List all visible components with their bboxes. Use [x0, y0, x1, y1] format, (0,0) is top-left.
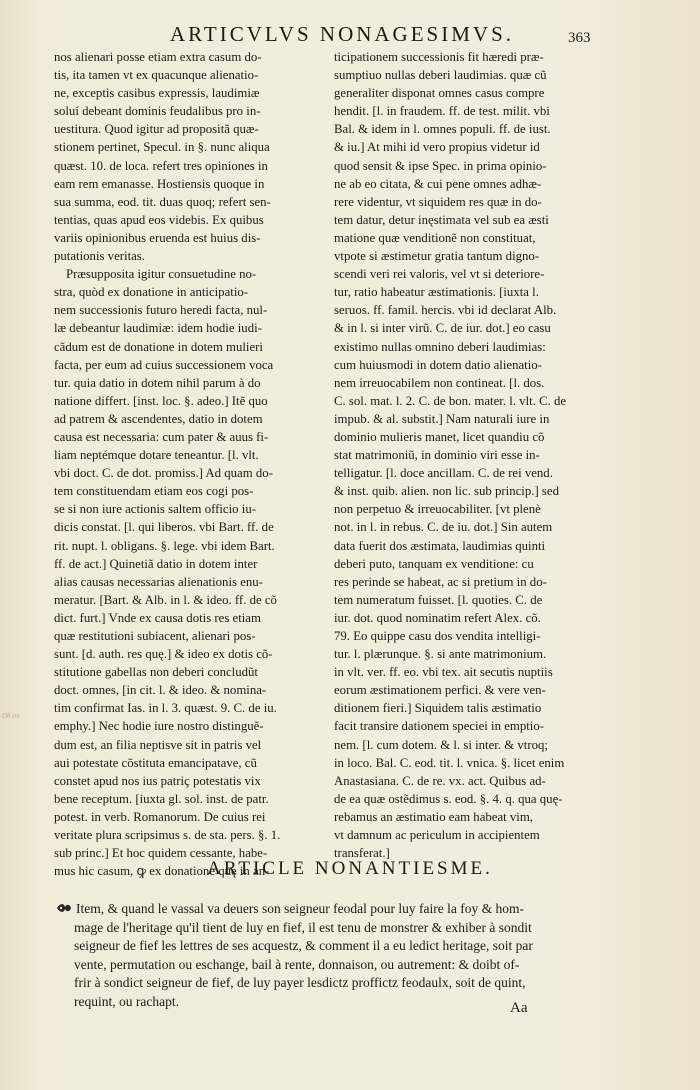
right-column-line: tem datur, detur inęstimata vel sub ea æsti — [334, 212, 549, 227]
article-text-line: frir à sondict seigneur de fief, de luy payer lesdictz proffictz feodaulx, soit de quint, — [74, 975, 526, 991]
left-column-line: stra, quòd ex donatione in anticipatio- — [54, 285, 249, 300]
right-column-line: in vlt. ver. ff. eo. vbi tex. ait secutis nuptiis — [334, 665, 553, 680]
left-column-line: eam rem emanasse. Hostiensis quoque in — [54, 176, 265, 191]
signature-mark: Aa — [510, 1000, 528, 1016]
right-column-line: de ea quæ ostẽdimus s. eod. §. 4. q. qua quę- — [334, 791, 563, 806]
left-column-line: dum est, an filia neptisve sit in patris vel — [54, 737, 262, 752]
right-column-line: cum huiusmodi in dotem datio alienatio- — [334, 357, 542, 372]
right-column-line: vt damnum ac periculum in accipientem — [334, 828, 540, 843]
left-column-line: bene receptum. [iuxta gl. sol. inst. de patr. — [54, 791, 269, 806]
right-column-line: Bal. & idem in l. omnes populi. ff. de iust. — [334, 122, 551, 137]
left-column-line: uestitura. Quod igitur ad propositã quæ- — [54, 122, 259, 137]
left-column-line: dicis constat. [l. qui liberos. vbi Bart. ff. de — [54, 520, 274, 535]
right-column-line: 79. Eo quippe casu dos vendita intelligi- — [334, 629, 541, 643]
right-column-line: eorum æstimationem perfici. & vere ven- — [334, 683, 546, 698]
left-column-line: tis, ita tamen vt ex quacunque alienatio- — [54, 68, 259, 83]
left-column-line: natione differt. [inst. loc. §. adeo.] Itẽ quo — [54, 393, 268, 408]
right-column-line: hendit. [l. in fraudem. ff. de test. milit. vbi — [334, 104, 550, 119]
left-column-line: potest. in verb. Romanorum. De cuius rei — [54, 809, 266, 824]
margin-bleed-through: Ob tre — [2, 712, 20, 720]
left-column-line: quæst. 10. de loca. refert tres opiniones in — [54, 158, 268, 173]
right-column-line: facit transire dationem speciei in emptio- — [334, 719, 545, 734]
right-column-line: sumptiuo nullas deberi laudimias. quæ cũ — [334, 68, 547, 83]
right-column-line: vtpote si æstimetur gratia tantum digno- — [334, 249, 540, 264]
left-column-line: tentias, quas apud eos videbis. Ex quibus — [54, 212, 264, 227]
left-column-line: se si non iure actionis saltem officio iu- — [54, 502, 256, 517]
article-text-line: vente, permutation ou eschange, bail à rente, donnaison, ou autrement: & doibt of- — [74, 956, 520, 972]
left-column-line: vbi doct. C. de dot. promiss.] Ad quam do- — [54, 466, 273, 481]
left-column-line: doct. omnes, [in cit. l. & ideo. & nomina- — [54, 683, 267, 698]
right-column-line: & iu.] At mihi id vero propius videtur id — [334, 140, 540, 155]
left-column-line: stionem pertinet, Specul. in §. nunc aliqua — [54, 140, 270, 155]
right-column-line: in loco. Bal. C. eod. tit. l. vnica. §. licet enim — [334, 755, 565, 770]
right-column-line: non perpetuo & irreuocabiliter. [vt plenè — [334, 502, 541, 517]
right-column-line: Anastasiana. C. de re. vx. act. Quibus ad- — [334, 773, 546, 788]
right-column — [334, 48, 596, 862]
right-column-line: iur. dot. quod nominatim refert Alex. cõ. — [334, 610, 541, 625]
right-column-line: tur. l. plærunque. §. si ante matrimonium. — [334, 647, 547, 662]
left-column-line: meratur. [Bart. & Alb. in l. & ideo. ff. de cõ — [54, 592, 277, 607]
left-column-line: cãdum est de donatione in dotem mulieri — [54, 339, 263, 354]
left-column-line: veritate plura scripsimus s. de sta. pers. §. 1. — [54, 828, 281, 843]
right-column-line: matione quæ venditionẽ non constituat, — [334, 230, 536, 245]
page-number: 363 — [568, 30, 591, 46]
left-column-line: soluí debeant dominis feudalibus pro in- — [54, 104, 261, 119]
column-gutter — [318, 50, 319, 830]
left-column-line: tur. quia datio in dotem nihil parum à do — [54, 375, 261, 390]
article-title: ARTICLE NONANTIESME. — [207, 858, 493, 879]
left-column-line: rit. nupt. l. obligans. §. lege. vbi idem Bart. — [54, 538, 275, 553]
right-column-line: tur, ratio habeatur æstimationis. [iuxta l. — [334, 285, 539, 300]
left-column-line: quæ restitutioni subiacent, alienari pos- — [54, 629, 256, 643]
right-column-line: impub. & al. substit.] Nam naturali iure in — [334, 411, 550, 426]
right-column-line: not. in l. in rebus. C. de iu. dot.] Sin autem — [334, 520, 553, 535]
right-column-line: nem. [l. cum dotem. & l. si inter. & vtroq; — [334, 737, 548, 752]
left-column-line: emphy.] Nec hodie iure nostro distinguẽ- — [54, 719, 264, 734]
left-column-line: tem constituendam etiam eos cogi pos- — [54, 484, 254, 499]
left-column-line: alias causas necessarias alienationis enu- — [54, 574, 263, 589]
left-column — [54, 48, 302, 880]
right-column-line: dominio mulieris manet, licet quandiu cõ — [334, 429, 545, 444]
left-column-line: mus hic casum, ꝙ ex donatione quę in an- — [54, 864, 270, 879]
right-column-line: existimo nullas omnino deberi laudimias: — [334, 339, 546, 354]
right-column-line: ne ab eo citata, & cui pene omnes adhæ- — [334, 176, 542, 191]
left-column-line: sub princ.] Et hoc quidem cessante, habe- — [54, 846, 268, 861]
article-text-line — [56, 900, 601, 919]
fleuron-icon — [56, 901, 72, 913]
right-column-line: data fuerit dos æstimata, laudimias quinti — [334, 538, 546, 553]
right-column-line: res perinde se habeat, ac si pretium in do- — [334, 574, 547, 589]
article-text-line: requint, ou rachapt. — [74, 993, 179, 1009]
right-column-line: deberi puto, tanquam ex venditione: cu — [334, 556, 534, 571]
left-column-line: dict. furt.] Vnde ex causa dotis res etiam — [54, 610, 261, 625]
right-column-line: rebamus an æstimatio eam habeat vim, — [334, 809, 534, 824]
left-column-line: liam neptémque dotare teneantur. [l. vlt. — [54, 448, 259, 463]
page-header — [0, 20, 700, 50]
right-column-line: & inst. quib. alien. non lic. sub princip.] sed — [334, 484, 559, 499]
left-column-line: variis opinionibus eruenda est huius dis- — [54, 230, 261, 245]
article-text-line: mage de l'heritage qu'il tient de luy en fief, il est tenu de monstrer & exhiber à sondit — [74, 919, 532, 935]
left-column-line: sua summa, eod. tit. duas quoq; refert sen- — [54, 194, 271, 209]
left-column-line: stitutione gabellas non deberi concludũt — [54, 665, 258, 680]
right-column-line: ditionem fieri.] Siquidem talis æstimatio — [334, 701, 542, 716]
left-column-line: nos alienari posse etiam extra casum do- — [54, 50, 262, 64]
right-column-line: tem numeratum fuisset. [l. quoties. C. de — [334, 592, 543, 607]
article-text — [56, 900, 601, 1012]
left-column-line: ff. de act.] Quinetiã datio in dotem inter — [54, 556, 258, 571]
left-column-line: tim confirmat Ias. in l. 3. quæst. 9. C. de iu. — [54, 701, 277, 716]
left-column-line: aui potestate cõstituta emancipatave, cũ — [54, 755, 257, 770]
left-column-line: constet apud nos ius patriç potestatis vix — [54, 773, 261, 788]
right-column-line: quod sensit & ipse Spec. in prima opinio- — [334, 158, 547, 173]
right-column-line: transferat.] — [334, 846, 390, 861]
left-column-line: ad patrem & ascendentes, datio in dotem — [54, 411, 263, 426]
right-column-line: ticipationem successionis fit hæredi præ- — [334, 50, 544, 64]
left-column-line: ne, exceptis casibus expressis, laudimiæ — [54, 86, 260, 101]
left-column-line: sunt. [d. auth. res quę.] & ideo ex dotis cõ- — [54, 647, 273, 662]
right-column-line: generaliter disponat omnes casus compre — [334, 86, 545, 101]
running-head: ARTICVLVS NONAGESIMVS. — [170, 22, 514, 46]
right-column-line: telligatur. [l. doce ancillam. C. de rei vend. — [334, 466, 553, 481]
right-column-line: scendi veri rei valoris, vel vt si deteriore- — [334, 267, 545, 282]
left-column-line: facta, per eum ad cuius successionem voca — [54, 357, 274, 372]
right-column-line: rere videntur, vt siquidem res quæ in do- — [334, 194, 542, 209]
right-column-line: stat matrimoniũ, in dominio viri esse in- — [334, 448, 540, 463]
article-text-line-content: Item, & quand le vassal va deuers son seigneur feodal pour luy faire la foy & hom- — [76, 901, 524, 916]
left-column-line: putationis veritas. — [54, 249, 145, 264]
right-column-line: nem irreuocabilem non contineat. [l. dos. — [334, 375, 545, 390]
right-column-line: & in l. si inter virũ. C. de iur. dot.] eo casu — [334, 321, 551, 336]
article-text-line: seigneur de fief les lettres de ses acquestz, & comment il a eu ledict heritage, soit par — [74, 938, 533, 954]
left-column-line: causa est necessaria: cum pater & auus fi- — [54, 429, 269, 444]
left-column-line: nem successionis futuro heredi facta, nul- — [54, 303, 268, 318]
left-column-line: læ debeantur laudimiæ: idem hodie iudi- — [54, 321, 262, 336]
right-column-line: seruos. ff. famil. hercis. vbi id declarat Alb. — [334, 303, 557, 318]
left-column-line: Præsupposita igitur consuetudine no- — [66, 267, 257, 282]
right-column-line: C. sol. mat. l. 2. C. de bon. mater. l. vlt. C. de — [334, 393, 567, 408]
